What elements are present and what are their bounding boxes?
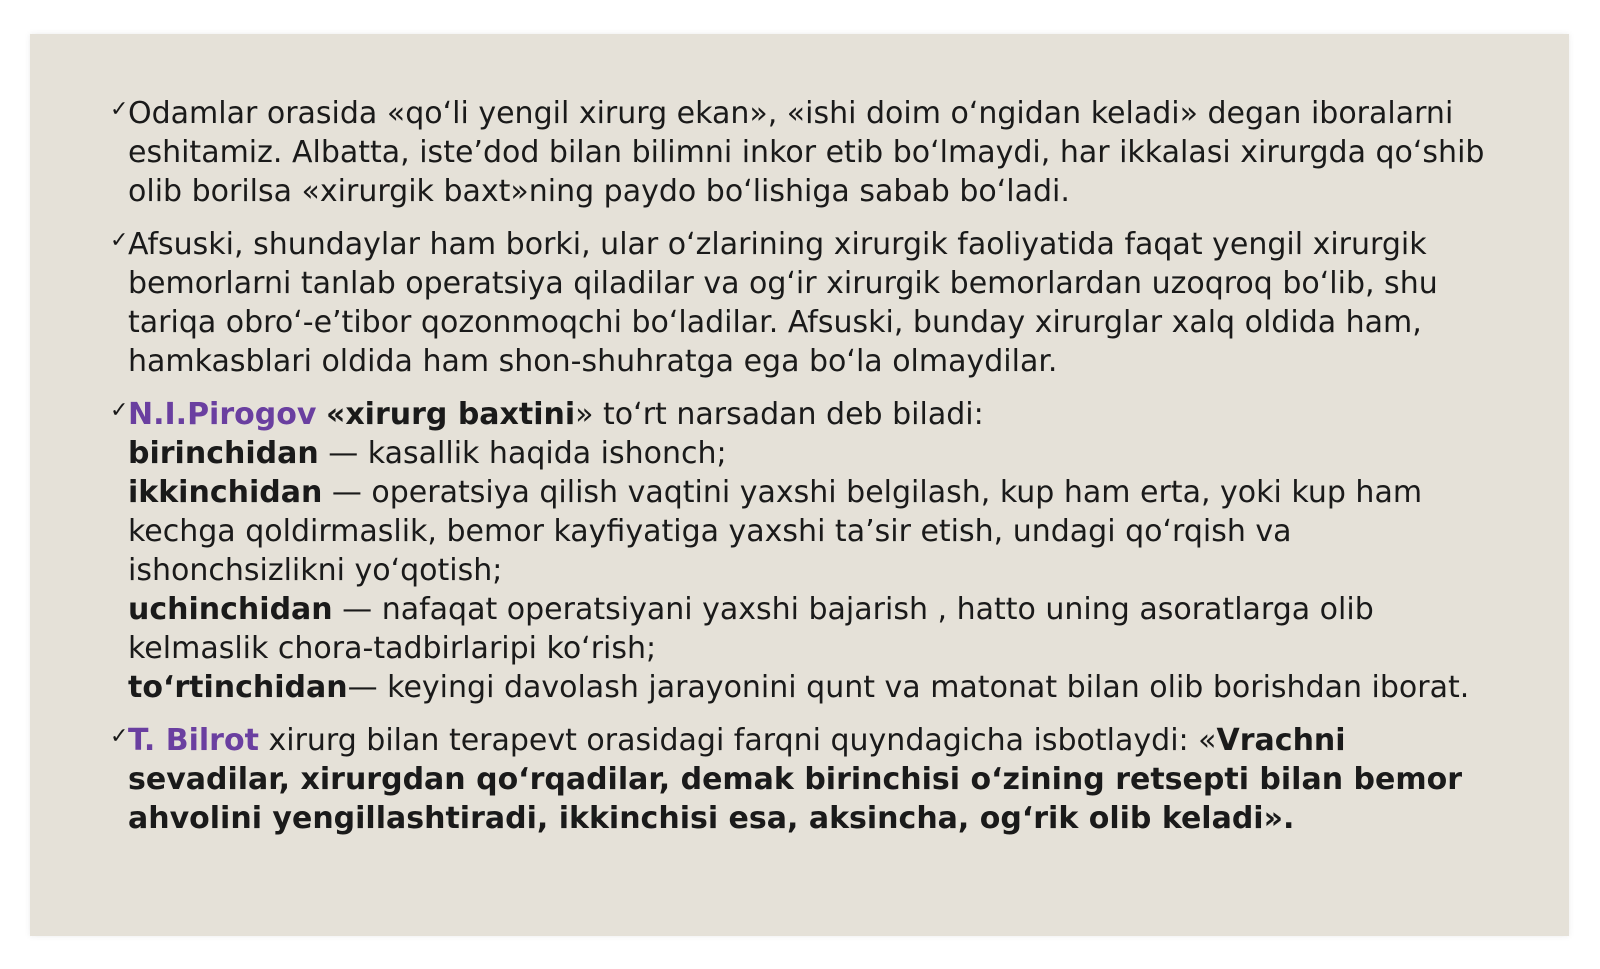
point-second xyxy=(128,473,1570,512)
bullet-item-4 xyxy=(100,721,1570,838)
bullet-1-line-3: olib borilsa «xirurgik baxt»ning paydo bo‘lishiga sabab bo‘ladi. xyxy=(128,174,1070,209)
point-second-label: ikkinchidan xyxy=(128,475,323,510)
point-second-text: — operatsiya qilish vaqtini yaxshi belgilash, kup ham erta, yoki kup ham xyxy=(322,475,1423,510)
bullet-2-line-3: tariqa obro‘-e’tibor qozonmoqchi bo‘ladilar. Afsuski, bunday xirurglar xalq oldida ham, xyxy=(128,305,1422,340)
point-first-text: — kasallik haqida ishonch; xyxy=(318,436,727,471)
bullet-4-line-1 xyxy=(128,721,1570,760)
author-name-pirogov: N.I.Pirogov xyxy=(128,397,317,432)
checkmark-icon: ✓ xyxy=(110,97,129,122)
point-fourth xyxy=(128,668,1570,707)
quote-line-3: ahvolini yengillashtiradi, ikkinchisi esa, aksincha, og‘rik olib keladi». xyxy=(128,801,1295,836)
point-third xyxy=(128,590,1570,629)
bullet-4-intro-text: xirurg bilan terapevt orasidagi farqni quyndagicha isbotlaydi: « xyxy=(258,723,1217,758)
bullet-2-line-4: hamkasblari oldida ham shon-shuhratga ega bo‘la olmaydilar. xyxy=(128,344,1058,379)
point-second-line-2: kechga qoldirmaslik, bemor kayfiyatiga yaxshi ta’sir etish, undagi qo‘rqish va xyxy=(128,514,1292,549)
author-name-bilrot: T. Bilrot xyxy=(128,723,259,758)
point-second-line-3: ishonchsizlikni yo‘qotish; xyxy=(128,553,503,588)
quote-start: Vrachni xyxy=(1216,723,1346,758)
bullet-1-line-2: eshitamiz. Albatta, iste’dod bilan bilimni inkor etib bo‘lmaydi, har ikkalasi xirurgda qo‘shib xyxy=(128,135,1485,170)
checkmark-icon: ✓ xyxy=(110,398,129,423)
bullet-1-line-1: Odamlar orasida «qo‘li yengil xirurg ekan», «ishi doim o‘ngidan keladi» degan iboralarni xyxy=(128,96,1454,131)
slide-background xyxy=(30,34,1569,936)
point-third-label: uchinchidan xyxy=(128,592,333,627)
checkmark-icon: ✓ xyxy=(110,228,129,253)
point-first xyxy=(128,434,1570,473)
point-fourth-label: to‘rtinchidan xyxy=(128,670,348,705)
phrase-xirurg-baxti: «xirurg baxtini xyxy=(325,397,576,432)
phrase-ending: » to‘rt narsadan deb biladi: xyxy=(575,397,984,432)
point-first-label: birinchidan xyxy=(128,436,319,471)
point-third-text: — nafaqat operatsiyani yaxshi bajarish , hatto uning asoratlarga olib xyxy=(332,592,1374,627)
bullet-3-line-1 xyxy=(128,395,1570,434)
point-fourth-text: — keyingi davolash jarayonini qunt va matonat bilan olib borishdan iborat. xyxy=(347,670,1470,705)
bullet-2-line-1: Afsuski, shundaylar ham borki, ular o‘zlarining xirurgik faoliyatida faqat yengil xirurgik xyxy=(128,227,1427,262)
bullet-item-3 xyxy=(100,395,1570,707)
checkmark-icon: ✓ xyxy=(110,724,129,749)
bullet-2-line-2: bemorlarni tanlab operatsiya qiladilar va og‘ir xirurgik bemorlardan uzoqroq bo‘lib, shu xyxy=(128,266,1438,301)
point-third-line-2: kelmaslik chora-tadbirlaripi ko‘rish; xyxy=(128,631,657,666)
bullet-item-1 xyxy=(100,94,1570,211)
bullet-item-2 xyxy=(100,225,1570,381)
slide-content xyxy=(100,94,1570,852)
quote-line-2: sevadilar, xirurgdan qo‘rqadilar, demak birinchisi o‘zining retsepti bilan bemor xyxy=(128,762,1462,797)
